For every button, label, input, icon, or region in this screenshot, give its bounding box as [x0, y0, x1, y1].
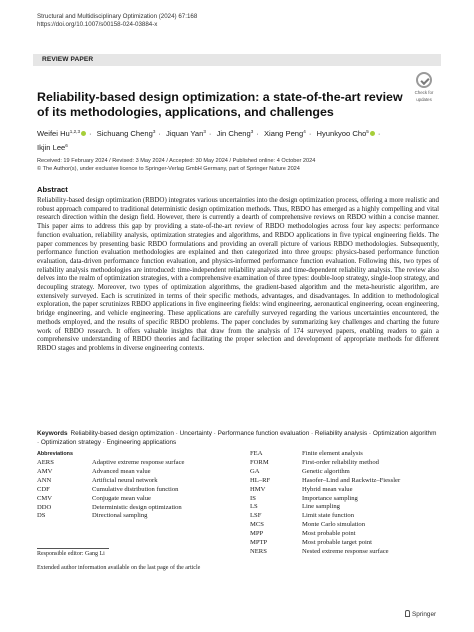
author-affiliation: 3	[203, 129, 206, 134]
author-name: Jin Cheng	[216, 129, 251, 138]
author-affiliation: 1,2,3	[69, 129, 80, 134]
article-history	[37, 157, 315, 173]
abbreviation-row	[37, 504, 237, 513]
abbreviation: LS	[250, 503, 258, 511]
author-name: Ikjin Lee	[37, 142, 66, 152]
keywords	[37, 430, 439, 448]
abbreviation-definition: Directional sampling	[92, 512, 148, 520]
abbreviation-row	[37, 459, 237, 468]
abbreviation-definition: Artificial neural network	[92, 476, 158, 484]
author[interactable]	[217, 129, 254, 138]
paper-title: Reliability-based design optimization: a state-of-the-art review of its methodologies, applications, and challenges	[37, 90, 403, 119]
copyright-line: © The Author(s), under exclusive licence to Springer-Verlag GmbH Germany, part of Springer Nature 2024	[37, 166, 300, 172]
orcid-icon[interactable]	[81, 131, 86, 136]
check-for-updates-badge[interactable]	[410, 72, 438, 106]
abbreviation-row	[250, 486, 445, 495]
abbreviation: MPP	[250, 530, 264, 538]
author[interactable]	[97, 129, 156, 138]
badge-line-1: Check for	[414, 90, 434, 95]
abbreviations-right	[250, 450, 445, 557]
badge-line-2: updates	[416, 97, 432, 102]
abstract-text: Reliability-based design optimization (RBDO) integrates various uncertainties into the design optimization process, offering a more realistic and robust approach compared to traditional deterministic design optimization methods. Thus, RBDO has emerged as a highly compelling and vital research direction within the design field. However, there is currently a dearth of comprehensive reviews on RBDO within a concise manner. This paper aims to address this gap by providing a state-of-the-art review of RBDO methodologies across four key aspects: performance function evaluation, reliability analysis, optimization strategies and algorithms, and RBDO applications in five typical engineering fields. The paper commences by presenting basic RBDO formulations and providing an overall picture of various RBDO methodologies. Subsequently, performance function evaluation methodologies are explained and then categorized into three groups: physics-based performance function evaluation, data-driven performance function evaluation, and physics-informed performance function evaluation. Following this, two types of reliability analysis methodologies are introduced: time-independent reliability analysis and time-dependent reliability analysis. The review also delves into the realm of optimization strategies, with a comprehensive examination of three types: double-loop strategy, single-loop strategy, and decoupling strategy. Moreover, two types of optimization algorithms, the gradient-based algorithm and the meta-heuristic algorithm, are extensively surveyed. Each is scrutinized in terms of their specific methods, advantages, and disadvantages. In addition to methodological exploration, the paper scrutinizes RBDO applications in five engineering fields: wind engineering, aeronautical engineering, ocean engineering, bridge engineering, and vehicle engineering. These applications are carefully surveyed regarding the various uncertainties encountered, the methods employed, and the results of specific RBDO problems. The paper concludes by summarizing key challenges and charting the future work of RBDO research. It offers valuable insights that draw from the analysis of 174 surveyed papers, enabling readers to gain a comprehensive understanding of RBDO theories and facilitating the proper selection and development of appropriate methods for different RBDO stages and problems in diverse engineering contexts.	[37, 196, 439, 352]
history-dates: Received: 19 February 2024 / Revised: 3 May 2024 / Accepted: 30 May 2024 / Published online: 4 October 2024	[37, 158, 316, 164]
author-affiliation: 3	[152, 129, 156, 134]
abbreviation: DS	[37, 512, 46, 520]
abbreviation: FORM	[250, 458, 269, 466]
extended-author-info-note: Extended author information available on the last page of the article	[37, 565, 201, 571]
abbreviation-row	[37, 495, 237, 504]
author-affiliation: 4	[303, 129, 306, 134]
abbreviation-definition: Advanced mean value	[92, 467, 151, 475]
footnote-divider	[37, 548, 109, 549]
abbreviation-row	[250, 450, 445, 459]
abbreviation-row	[250, 468, 445, 477]
orcid-icon[interactable]	[370, 131, 375, 136]
check-updates-icon	[416, 72, 432, 88]
responsible-editor-note: Responsible editor: Gang Li	[37, 551, 105, 557]
abbreviation: HL–RF	[250, 476, 271, 484]
abbreviation: AERS	[37, 459, 54, 466]
author[interactable]	[37, 143, 68, 152]
abbreviation-row	[250, 503, 445, 512]
author-name: Hyunkyoo Cho	[316, 129, 367, 138]
abbreviation-row	[250, 495, 445, 504]
author-affiliation: 3	[250, 129, 254, 134]
keywords-text: Reliability-based design optimization · Uncertainty · Performance function evaluation · Reliability analysis · Optimization algorithm · Optimization strategy · Engineering applications	[37, 430, 437, 446]
abbreviation-row	[250, 539, 445, 548]
abbreviation: LSF	[250, 512, 262, 520]
abstract-heading: Abstract	[37, 185, 68, 194]
abbreviation-definition: First-order reliability method	[302, 458, 379, 466]
abbreviation: FEA	[250, 450, 263, 457]
abbreviation-definition: Importance sampling	[302, 494, 358, 502]
abbreviation-definition: Cumulative distribution function	[92, 485, 179, 493]
abbreviation-row	[37, 512, 237, 521]
abbreviation-row	[37, 477, 237, 486]
abbreviation-definition: Limit state function	[302, 512, 355, 520]
abbreviation-definition: Hybrid mean value	[302, 485, 353, 493]
keywords-label: Keywords	[37, 430, 68, 437]
abbreviation-definition: Line sampling	[302, 503, 340, 511]
abbreviation-row	[250, 512, 445, 521]
journal-citation: Structural and Multidisciplinary Optimization (2024) 67:168	[37, 13, 198, 20]
abbreviation-definition: Monte Carlo simulation	[302, 521, 366, 529]
abbreviation-definition: Deterministic design optimization	[92, 503, 182, 511]
abbreviation-definition: Hasofer–Lind and Rackwitz–Fiessler	[302, 476, 401, 484]
abbreviation-row	[250, 521, 445, 530]
author[interactable]	[264, 129, 306, 138]
author[interactable]	[316, 129, 374, 138]
abbreviation-definition: Nested extreme response surface	[302, 547, 389, 555]
author-affiliation: 6	[65, 142, 68, 148]
abbreviation-definition: Most probable point	[302, 530, 356, 538]
abbreviation: NERS	[250, 547, 267, 555]
publisher-name: Springer	[412, 611, 437, 618]
doi-link[interactable]: https://doi.org/10.1007/s00158-024-03884-x	[37, 21, 158, 29]
author-affiliation: 5	[366, 129, 369, 134]
author[interactable]	[166, 129, 206, 138]
abbreviation: MCS	[250, 521, 264, 529]
abbreviation: HMV	[250, 485, 266, 493]
abbreviation-definition: Conjugate mean value	[92, 494, 151, 502]
author-name: Sichuang Cheng	[96, 129, 153, 138]
abbreviation-row	[250, 548, 445, 557]
article-type-banner	[33, 54, 441, 66]
abbreviation-row	[250, 459, 445, 468]
author-name: Jiquan Yan	[166, 129, 204, 138]
abbreviation-definition: Most probable target point	[302, 539, 373, 547]
abbreviation-definition: Genetic algorithm	[302, 467, 350, 475]
abbreviation-row	[37, 468, 237, 477]
springer-horse-icon	[405, 610, 410, 617]
abbreviation-row	[250, 530, 445, 539]
author-name: Weifei Hu	[37, 129, 70, 138]
journal-header	[37, 13, 197, 30]
abbreviation-definition: Adaptive extreme response surface	[92, 459, 185, 466]
abbreviations-left	[37, 459, 237, 521]
abbreviation: AMV	[37, 467, 53, 475]
abbreviation-row	[250, 477, 445, 486]
abbreviation: CDF	[37, 485, 50, 493]
author[interactable]	[37, 129, 86, 138]
abbreviation: IS	[250, 494, 256, 502]
abbreviation-row	[37, 486, 237, 495]
abbreviation: MPTP	[250, 539, 268, 547]
article-type-label: REVIEW PAPER	[42, 56, 94, 63]
abbreviations-heading: Abbreviations	[37, 451, 73, 457]
author-list: Weifei Hu$^{1,2,3}$ · Sichuang Cheng$^3$ · Jiquan Yan$^3$ · Jin Cheng$^3$ · Xiang Peng$^4$ · Hyunkyoo Cho$^5$ · Ikjin Lee$^6$	[37, 129, 381, 152]
abbreviation: DDO	[37, 503, 52, 511]
abbreviation: GA	[250, 467, 260, 475]
abbreviation-definition: Finite element analysis	[302, 450, 363, 457]
abbreviation: ANN	[37, 476, 52, 484]
publisher-logo	[405, 610, 436, 618]
abbreviation: CMV	[37, 494, 53, 502]
author-name: Xiang Peng	[263, 129, 304, 138]
